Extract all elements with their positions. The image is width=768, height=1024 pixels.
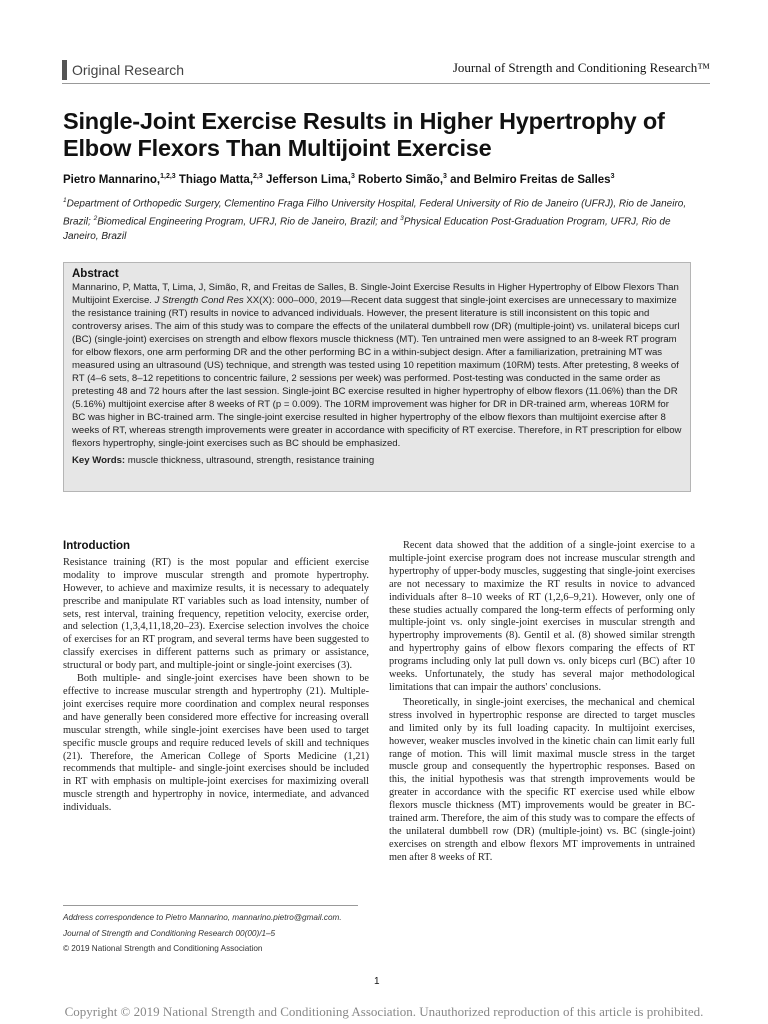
abstract-citation-volume: XX(X): 000–000, 2019— <box>243 295 351 306</box>
affiliations <box>63 194 703 244</box>
affiliation-text: Department of Orthopedic Surgery, Clementino Fraga Filho University Hospital, Federal University of Rio de Janeiro (UFRJ), Rio de Janeiro, Brazil; <box>63 198 687 228</box>
body-paragraph: Theoretically, in single-joint exercises, the mechanical and chemical stress involved in hypertrophic response are directed to target muscles and limited only by its full loading capacity. In multijoint exercises, however, weaker muscles involved in the kinetic chain can limit early full range of motion. This will limit maximal muscle stress in the target muscle group and consequently the hypertrophic responses. Based on this, the initial hypothesis was that strength improvements would be greater in accordance with the specific RT exercise used while elbow flexors muscle thickness (MT) improvements would be greater in BC-trained arm. Therefore, the aim of this study was to compare the effects of the unilateral dumbbell row (DR) (multiple-joint) vs. BC (single-joint) exercises on strength and elbow flexors MT improvements in untrained men after 8 weeks of RT. <box>389 696 695 863</box>
body-paragraph: Both multiple- and single-joint exercises have been shown to be effective to increase muscular strength and hypertrophy (21). Multiple-joint exercises require more coordination and complex neural responses and have generally been considered more effective for increasing overall muscular strength, while single-joint exercises have been used to target specific muscle groups and require reduced levels of skill and techniques (21). Therefore, the American College of Sports Medicine (1,21) recommends that multiple- and single-joint exercises should be included in RT with emphasis on multiple-joint exercises for maximizing overall muscle strength and hypertrophy in novice, intermediate, and advanced individuals. <box>63 673 369 814</box>
author-affiliation-marker: 3 <box>610 173 615 180</box>
keywords-label: Key Words: <box>72 455 126 466</box>
author-list <box>63 173 713 186</box>
author-name: Thiago Matta, <box>175 173 254 186</box>
affiliation-marker: 1 <box>63 197 67 204</box>
author-name: and Belmiro Freitas de Salles <box>446 173 611 186</box>
journal-name: Journal of Strength and Conditioning Research™ <box>452 60 710 75</box>
left-column <box>63 540 369 815</box>
abstract-citation-journal: J Strength Cond Res <box>154 295 244 306</box>
abstract-box <box>63 262 691 492</box>
footnotes <box>63 910 383 957</box>
author-name: Jefferson Lima, <box>262 173 351 186</box>
affiliation-marker: 2 <box>93 214 98 222</box>
correspondence-note: Address correspondence to Pietro Mannarino, mannarino.pietro@gmail.com. <box>63 913 342 922</box>
footnote-rule <box>63 905 358 906</box>
abstract-text <box>72 281 682 450</box>
keywords <box>72 454 682 467</box>
section-label: Original Research <box>72 62 185 78</box>
affiliation-text: Physical Education Post-Graduation Program, UFRJ, Rio de Janeiro, Brazil <box>63 216 671 242</box>
affiliation-text: Biomedical Engineering Program, UFRJ, Rio de Janeiro, Brazil; and <box>97 216 401 228</box>
author-name: Roberto Simão, <box>354 173 444 186</box>
section-marker <box>62 60 67 80</box>
right-column <box>389 540 695 865</box>
abstract-citation: Mannarino, P, Matta, T, Lima, J, Simão, R, and Freitas de Salles, B. Single-Joint Exercise Results in Higher Hypertrophy of Elbow Flexors Than Multijoint Exercise. <box>72 282 679 306</box>
author-name: Pietro Mannarino, <box>63 173 161 186</box>
journal-citation: Journal of Strength and Conditioning Research 00(00)/1–5 <box>63 928 276 938</box>
body-paragraph: Recent data showed that the addition of a single-joint exercise to a multiple-joint exercise program does not increase muscular strength and hypertrophy of upper-body muscles, suggesting that single-joint exercises are not necessary to maximize the RT results in novice to advanced individuals after 8–10 weeks of RT (1,2,6–9,21). However, only one of these studies actually compared the long-term effects of performing only multiple-joint vs. only single-joint exercises in muscular strength and hypertrophy improvements (8). Gentil et al. (8) showed similar strength and hypertrophy gains of elbow flexors comparing the effects of RT programs including only lat pull down vs. only biceps curl (BC) after 10 weeks. Unfortunately, the study has several major methodological limitations that can impair the authors' conclusions. <box>389 540 695 693</box>
header-rule <box>62 83 710 84</box>
affiliation-marker: 3 <box>400 214 404 222</box>
footnote-copyright: © 2019 National Strength and Conditioning Association <box>63 944 263 953</box>
page-number: 1 <box>374 976 380 987</box>
keywords-list: muscle thickness, ultrasound, strength, resistance training <box>125 455 375 466</box>
abstract-body: Recent data suggest that single-joint exercises are unnecessary to maximize the resistance training (RT) results in novice to advanced individuals. However, the present literature is still inconsistent on this topic and controversy arises. The aim of this study was to compare the effects of the unilateral dumbbell row (DR) (multiple-joint) vs. unilateral biceps curl (BC) (single-joint) exercises on strength and elbow flexors muscle thickness (MT). Ten untrained men were assigned to an 8-week RT program for elbow flexors, one arm performing DR and the other performing BC in a within-subject design. After a familiarization, pretraining MT was measured using an ultrasound (US) technique, and strength was tested using 10 repetition maximum (10RM) tests. After pretesting, 8 weeks of RT (4–6 sets, 8–12 repetitions to concentric failure, 2 sessions per week) was performed. Post-testing was conducted in the same order as pretesting 48 and 72 hours after the last session. Single-joint BC exercise resulted in higher hypertrophy of elbow flexors (11.06%) than the DR (5.16%) multijoint exercise after 8 weeks of RT (p = 0.009). The 10RM improvement was higher for DR in DR-trained arm, whereas 10RM for BC was higher in BC-trained arm. The single-joint exercise resulted in higher hypertrophy of the elbow flexors than multijoint exercise after 8 weeks of RT, whereas strength improvements were greater in accordance with specificity of RT exercise. Therefore, in RT prescription for elbow flexors hypertrophy, single-joint exercises such as BC should be emphasized. <box>72 295 682 449</box>
copyright-banner: Copyright © 2019 National Strength and Conditioning Association. Unauthorized reproduction of this article is prohibited. <box>64 1004 704 1019</box>
body-paragraph: Resistance training (RT) is the most popular and efficient exercise modality to improve muscular strength and promote hypertrophy. However, to achieve and maximize results, it is necessary to adequately prescribe and manipulate RT variables such as load intensity, number of sets, rest interval, training frequency, repetition velocity, exercise order, and selection (1,3,4,11,18,20–23). Exercise selection involves the choice of exercises for an RT program, and several terms have been suggested to classify exercises in different patterns such as primary or assistance, structural or body part, and multiple-joint or single-joint exercises (3). <box>63 556 369 672</box>
author-affiliation-marker: 2,3 <box>253 173 263 180</box>
article-title: Single-Joint Exercise Results in Higher Hypertrophy of Elbow Flexors Than Multijoint Exercise <box>63 108 665 161</box>
introduction-heading: Introduction <box>63 540 131 552</box>
author-affiliation-marker: 1,2,3 <box>160 173 176 180</box>
author-affiliation-marker: 3 <box>350 173 355 180</box>
abstract-heading: Abstract <box>72 268 119 280</box>
author-affiliation-marker: 3 <box>443 173 447 180</box>
